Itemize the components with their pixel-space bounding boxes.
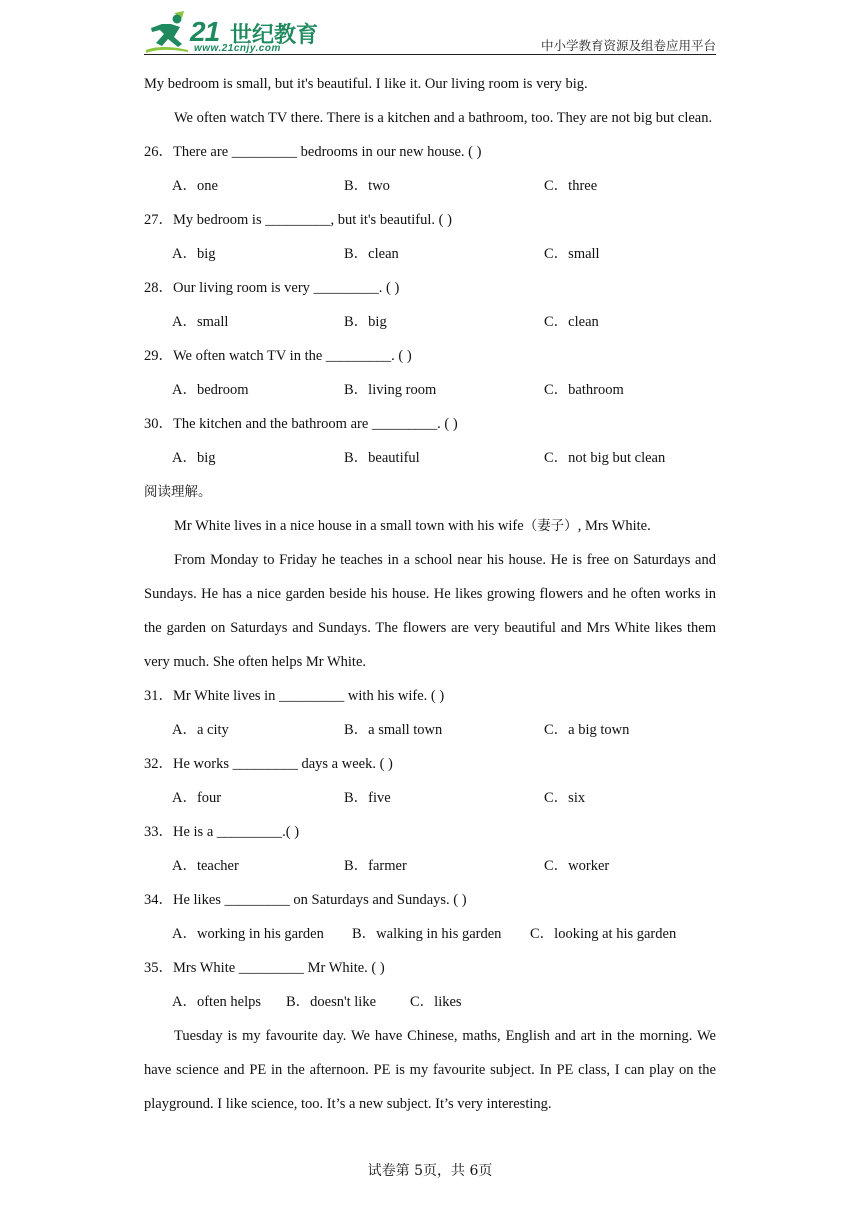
question-31 (144, 679, 716, 747)
question-number: 26． (144, 144, 173, 160)
option-a[interactable]: A．one (172, 178, 218, 194)
question-28 (144, 271, 716, 339)
question-text: There are _________ bedrooms in our new house. ( ) (173, 144, 482, 160)
passage1-line2: We often watch TV there. There is a kitchen and a bathroom, too. They are not big but clean. (174, 110, 713, 126)
passage3: Tuesday is my favourite day. We have Chinese, maths, English and art in the morning. We have science and PE in the afternoon. PE is my favourite subject. In PE class, I can play on the playground. I like science, too. It’s a new subject. It’s very interesting. (144, 1028, 716, 1112)
option-c[interactable]: C．likes (410, 994, 462, 1010)
option-c[interactable]: C．small (544, 246, 600, 262)
question-text: He likes _________ on Saturdays and Sundays. ( ) (173, 892, 467, 908)
exam-content (144, 67, 716, 1121)
option-b[interactable]: B．walking in his garden (352, 926, 502, 942)
question-26 (144, 135, 716, 203)
option-a[interactable]: A．four (172, 790, 222, 806)
option-b[interactable]: B．living room (344, 382, 437, 398)
option-a[interactable]: A．small (172, 314, 229, 330)
question-32 (144, 747, 716, 815)
option-b[interactable]: B．a small town (344, 722, 443, 738)
option-c[interactable]: C．not big but clean (544, 450, 666, 466)
option-b[interactable]: B．big (344, 314, 387, 330)
option-b[interactable]: B．farmer (344, 858, 407, 874)
question-number: 28． (144, 280, 173, 296)
question-29 (144, 339, 716, 407)
option-a[interactable]: A．working in his garden (172, 926, 324, 942)
question-number: 30． (144, 416, 173, 432)
question-number: 33． (144, 824, 173, 840)
option-a[interactable]: A．teacher (172, 858, 239, 874)
passage1-line1: My bedroom is small, but it's beautiful. I like it. Our living room is very big. (144, 76, 588, 92)
option-b[interactable]: B．five (344, 790, 391, 806)
logo (144, 10, 319, 56)
passage2-para1: Mr White lives in a nice house in a small town with his wife（妻子）, Mrs White. (174, 518, 651, 534)
logo-url: www.21cnjy.com (194, 43, 281, 54)
option-a[interactable]: A．big (172, 246, 216, 262)
option-b[interactable]: B．beautiful (344, 450, 420, 466)
option-c[interactable]: C．three (544, 178, 598, 194)
question-block-1 (144, 135, 716, 475)
question-text: Mrs White _________ Mr White. ( ) (173, 960, 385, 976)
question-text: The kitchen and the bathroom are _________. ( ) (173, 416, 458, 432)
question-text: We often watch TV in the _________. ( ) (173, 348, 412, 364)
option-b[interactable]: B．clean (344, 246, 399, 262)
logo-number: 21 (190, 16, 220, 47)
page-header (144, 10, 716, 56)
option-b[interactable]: B．doesn't like (286, 994, 377, 1010)
option-c[interactable]: C．a big town (544, 722, 630, 738)
question-number: 34． (144, 892, 173, 908)
option-c[interactable]: C．bathroom (544, 382, 624, 398)
question-30 (144, 407, 716, 475)
option-b[interactable]: B．two (344, 178, 390, 194)
option-a[interactable]: A．big (172, 450, 216, 466)
question-number: 31． (144, 688, 173, 704)
question-34 (144, 883, 716, 951)
option-c[interactable]: C．worker (544, 858, 610, 874)
option-c[interactable]: C．clean (544, 314, 599, 330)
logo-text: 世纪教育 (230, 23, 319, 48)
header-divider (144, 54, 716, 55)
option-c[interactable]: C．looking at his garden (530, 926, 677, 942)
question-text: He is a _________.( ) (173, 824, 300, 840)
question-text: Mr White lives in _________ with his wife. ( ) (173, 688, 445, 704)
question-number: 29． (144, 348, 173, 364)
question-33 (144, 815, 716, 883)
question-27 (144, 203, 716, 271)
question-text: He works _________ days a week. ( ) (173, 756, 393, 772)
section-title: 阅读理解。 (144, 484, 212, 500)
option-c[interactable]: C．six (544, 790, 586, 806)
question-text: My bedroom is _________, but it's beautiful. ( ) (173, 212, 452, 228)
question-35 (144, 951, 716, 1019)
question-block-2 (144, 679, 716, 1019)
runner-icon (144, 10, 192, 56)
option-a[interactable]: A．a city (172, 722, 229, 738)
question-number: 32． (144, 756, 173, 772)
platform-title: 中小学教育资源及组卷应用平台 (540, 38, 716, 53)
question-text: Our living room is very _________. ( ) (173, 280, 400, 296)
page-footer: 试卷第 5页，共 6页 (367, 1163, 493, 1179)
option-a[interactable]: A．often helps (172, 994, 261, 1010)
question-number: 35． (144, 960, 173, 976)
question-number: 27． (144, 212, 173, 228)
passage2-para2: From Monday to Friday he teaches in a school near his house. He is free on Saturdays and Sundays. He has a nice garden beside his house. He likes growing flowers and he often works in the garden on Saturdays and Sundays. The flowers are very beautiful and Mrs White likes them very much. She often helps Mr White. (144, 552, 716, 670)
option-a[interactable]: A．bedroom (172, 382, 249, 398)
